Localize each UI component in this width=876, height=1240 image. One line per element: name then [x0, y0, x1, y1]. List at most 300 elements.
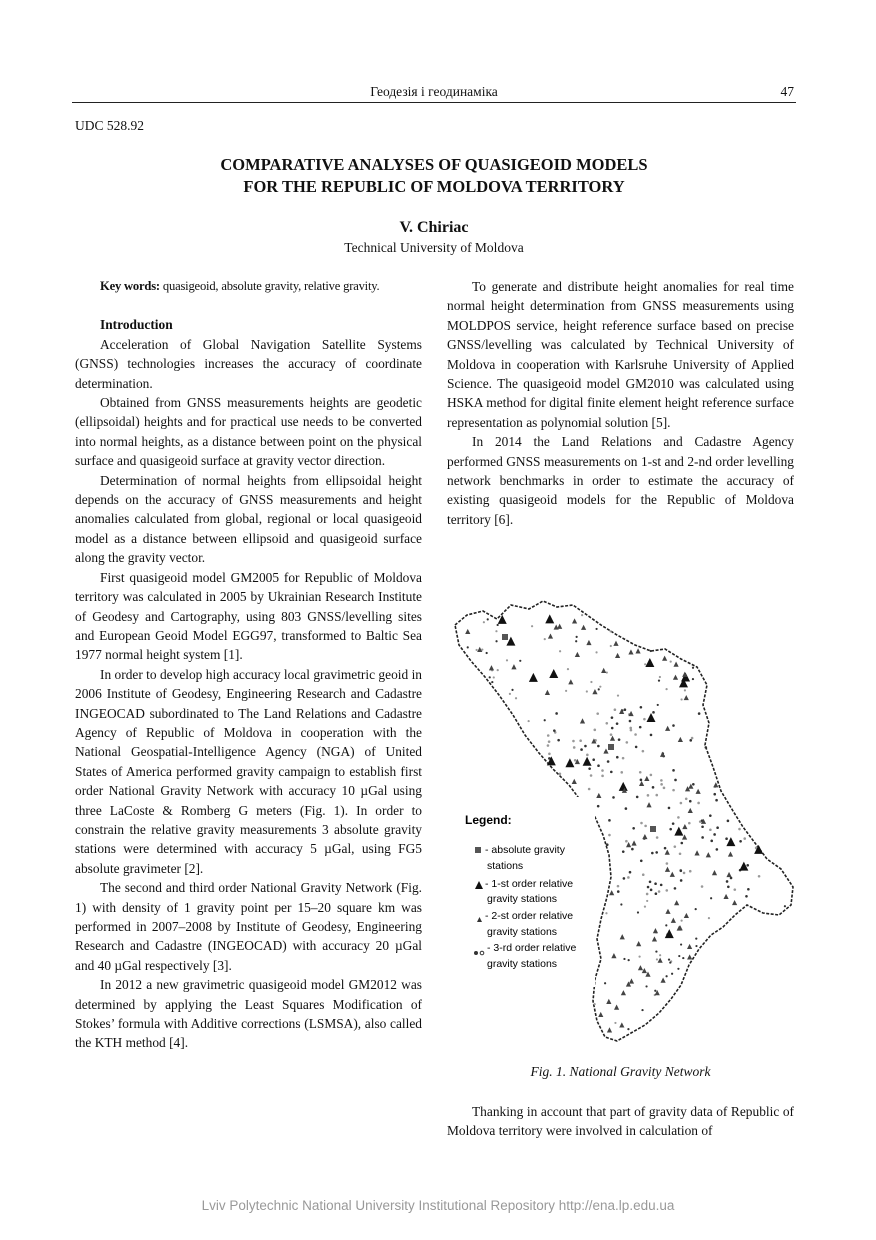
second-order-station-marker	[726, 872, 731, 877]
right-column	[447, 277, 794, 529]
absolute-station-marker	[502, 634, 508, 640]
first-order-station-marker	[646, 713, 655, 722]
station-dot	[483, 621, 485, 623]
legend-label: - 1-st order relative	[485, 878, 574, 890]
station-dot	[705, 746, 708, 749]
station-dot	[610, 630, 612, 632]
legend-title: Legend:	[465, 813, 512, 827]
station-dot	[645, 985, 647, 987]
station-dot	[665, 924, 667, 926]
station-dot	[680, 870, 683, 873]
legend-label: stations	[487, 860, 524, 872]
station-dot	[580, 748, 583, 751]
station-dot	[601, 775, 604, 778]
second-order-station-marker	[581, 625, 586, 630]
station-dot	[588, 788, 591, 791]
station-dot	[660, 783, 663, 786]
paragraph: In order to develop high accuracy local gravimetric geoid in 2006 Institute of Geodesy, Engineering Research and Cadastre INGEOCAD subordinated to The Land Relations and Cadastre Agency of Republic of Moldova in cooperation with the National Geospatial-Intelligence Agency (NGA) of United States of America performed gravity campaign to establish first order National Gravity Network with accuracy 10 µGal using three LaCoste & Romberg G meters (Fig. 1). In order to constrain the relative gravity measurements 3 absolute gravity stations were determined with accuracy 5 µGal, using FG5 absolute gravimeter [2].	[75, 666, 422, 876]
station-dot	[497, 624, 499, 626]
station-dot	[727, 886, 730, 889]
station-dot	[679, 852, 682, 855]
second-order-station-marker	[615, 653, 620, 658]
legend-square-icon	[475, 847, 481, 853]
station-dot	[614, 1022, 616, 1024]
station-dot	[681, 920, 683, 922]
second-order-station-marker	[613, 641, 618, 646]
station-dot	[497, 669, 499, 671]
station-dot	[658, 890, 661, 893]
first-order-station-marker	[665, 929, 674, 938]
station-dot	[684, 689, 686, 691]
second-order-station-marker	[629, 978, 634, 983]
second-order-station-marker	[606, 999, 611, 1004]
station-dot	[652, 711, 655, 714]
first-order-station-marker	[565, 758, 574, 767]
station-dot	[597, 805, 600, 808]
station-dot	[713, 793, 716, 796]
station-dot	[677, 968, 679, 970]
second-order-station-marker	[465, 629, 470, 634]
station-dot	[683, 872, 686, 875]
station-dot	[548, 740, 551, 743]
second-order-station-marker	[607, 1027, 612, 1032]
paragraph: The second and third order National Gravity Network (Fig. 1) with density of 1 gravity point per 15–20 square km was performed in 2007–2008 by Institute of Geodesy, Engineering Research and Cadastre (INGEOCAD) with accuracy 20 µGal and 40 µGal respectively [3].	[75, 880, 422, 973]
station-dot	[655, 851, 658, 854]
paragraph: Thanking in account that part of gravity data of Republic of Moldova territory were involved in calculation of	[447, 1104, 794, 1139]
station-dot	[605, 722, 608, 725]
second-order-station-marker	[684, 695, 689, 700]
station-dot	[593, 729, 596, 732]
station-dot	[701, 885, 704, 888]
station-dot	[701, 825, 704, 828]
station-dot	[573, 746, 576, 749]
second-order-station-marker	[646, 802, 651, 807]
station-dot	[650, 650, 652, 652]
station-dot	[631, 848, 634, 851]
first-order-station-marker	[645, 658, 654, 667]
station-dot	[622, 757, 625, 760]
station-dot	[642, 750, 645, 753]
second-order-station-marker	[674, 900, 679, 905]
station-dot	[624, 708, 627, 711]
station-dot	[680, 698, 682, 700]
second-order-station-marker	[660, 752, 665, 757]
station-dot	[668, 807, 671, 810]
second-order-station-marker	[568, 679, 573, 684]
station-dot	[608, 834, 611, 837]
paragraph: In 2014 the Land Relations and Cadastre Agency performed GNSS measurements on 1-st and 2-nd order levelling network benchmarks in order to estimate the accuracy of existing quasigeoid models for the Republic of Moldova territory [6].	[447, 434, 794, 527]
second-order-station-marker	[572, 618, 577, 623]
station-dot	[654, 990, 656, 992]
station-dot	[489, 676, 491, 678]
station-dot	[663, 787, 666, 790]
station-dot	[595, 651, 597, 653]
station-dot	[597, 764, 600, 767]
second-order-station-marker	[652, 936, 657, 941]
journal-title: Геодезія і геодинаміка	[370, 84, 498, 99]
second-order-station-marker	[644, 776, 649, 781]
station-dot	[635, 746, 638, 749]
second-order-station-marker	[598, 1012, 603, 1017]
first-order-station-marker	[547, 756, 556, 765]
station-dot	[692, 667, 694, 669]
station-dot	[629, 727, 632, 730]
station-dot	[709, 814, 712, 817]
station-dot	[688, 822, 691, 825]
first-order-station-marker	[529, 673, 538, 682]
station-dot	[655, 892, 658, 895]
station-dot	[733, 888, 736, 891]
keywords-text: quasigeoid, absolute gravity, relative gravity.	[159, 279, 380, 293]
station-dot	[758, 875, 761, 878]
station-dot	[666, 862, 669, 865]
second-order-station-marker	[658, 958, 663, 963]
figure-gravity-network-map	[445, 597, 800, 1052]
second-order-station-marker	[728, 851, 733, 856]
station-dot	[680, 802, 683, 805]
second-order-station-marker	[575, 652, 580, 657]
station-dot	[672, 822, 675, 825]
station-dot	[784, 905, 786, 907]
station-dot	[601, 769, 604, 772]
station-dot	[680, 879, 683, 882]
second-order-station-marker	[636, 941, 641, 946]
station-dot	[708, 917, 710, 919]
station-dot	[555, 712, 558, 715]
station-dot	[650, 889, 653, 892]
station-dot	[650, 734, 653, 737]
figure-caption: Fig. 1. National Gravity Network	[530, 1064, 711, 1079]
section-heading-introduction: Introduction	[100, 317, 173, 333]
udc-code: UDC 528.92	[75, 118, 145, 133]
legend-label: - absolute gravity	[485, 844, 565, 856]
station-dot	[559, 650, 561, 652]
station-dot	[689, 870, 692, 873]
station-dot	[515, 697, 517, 699]
station-dot	[691, 737, 694, 740]
author-name: V. Chiriac	[399, 219, 469, 236]
first-order-station-marker	[583, 757, 592, 766]
station-dot	[548, 752, 551, 755]
station-dot	[650, 774, 653, 777]
station-dot	[590, 774, 593, 777]
station-dot	[660, 884, 663, 887]
title-line-1: COMPARATIVE ANALYSES OF QUASIGEOID MODELS	[220, 155, 648, 174]
station-dot	[660, 779, 663, 782]
station-dot	[713, 833, 716, 836]
station-dot	[647, 794, 650, 797]
first-order-station-marker	[549, 669, 558, 678]
station-dot	[632, 827, 635, 830]
station-dot	[599, 686, 601, 688]
station-dot	[486, 652, 488, 654]
second-order-station-marker	[511, 664, 516, 669]
second-order-station-marker	[545, 690, 550, 695]
second-order-station-marker	[732, 900, 737, 905]
station-dot	[597, 745, 600, 748]
station-dot	[654, 882, 657, 885]
second-order-station-marker	[638, 965, 643, 970]
station-dot	[651, 852, 654, 855]
second-order-station-marker	[673, 662, 678, 667]
station-dot	[692, 678, 694, 680]
station-dot	[727, 820, 730, 823]
station-dot	[625, 807, 628, 810]
station-dot	[493, 676, 495, 678]
legend-label: - 3-rd order relative	[487, 942, 577, 954]
station-dot	[636, 796, 639, 799]
station-dot	[689, 739, 692, 742]
legend-label: gravity stations	[487, 893, 558, 905]
station-dot	[674, 887, 677, 890]
station-dot	[596, 712, 599, 715]
second-order-station-marker	[684, 913, 689, 918]
station-dot	[680, 842, 683, 845]
station-dot	[572, 740, 575, 743]
station-dot	[672, 724, 675, 727]
station-dot	[738, 828, 741, 831]
station-dot	[495, 640, 497, 642]
station-dot	[642, 873, 645, 876]
station-dot	[657, 704, 659, 706]
second-order-station-marker	[706, 852, 711, 857]
second-order-station-marker	[670, 872, 675, 877]
station-dot	[511, 689, 513, 691]
station-dot	[576, 636, 578, 638]
station-dot	[726, 880, 729, 883]
second-order-station-marker	[682, 672, 687, 677]
station-dot	[626, 741, 629, 744]
station-dot	[655, 794, 658, 797]
gravity-network-map-svg	[445, 597, 800, 1052]
second-order-station-marker	[601, 668, 606, 673]
station-dot	[617, 890, 620, 893]
station-dot	[623, 958, 625, 960]
station-dot	[665, 688, 667, 690]
station-dot	[746, 864, 749, 867]
legend-label: gravity stations	[487, 926, 558, 938]
absolute-station-marker	[650, 826, 656, 832]
station-dot	[659, 954, 661, 956]
second-order-station-marker	[489, 665, 494, 670]
paragraph: Determination of normal heights from ellipsoidal height depends on the accuracy of GNSS measurements and height anomalies calculated from global, regional or local quasigeoid model as a distance between ellipsoid and quasigeoid surface along the gravity vector.	[75, 472, 422, 566]
station-dot	[725, 837, 728, 840]
station-dot	[743, 837, 746, 840]
station-dot	[659, 676, 661, 678]
station-dot	[639, 726, 642, 729]
second-order-station-marker	[639, 781, 644, 786]
station-dot	[646, 893, 649, 896]
second-order-station-marker	[687, 944, 692, 949]
keywords-label: Key words:	[100, 279, 160, 293]
station-dot	[698, 712, 701, 715]
station-dot	[710, 840, 713, 843]
second-order-station-marker	[596, 793, 601, 798]
station-dot	[627, 1028, 629, 1030]
station-dot	[620, 771, 623, 774]
station-dot	[544, 638, 546, 640]
first-order-station-marker	[619, 782, 628, 791]
station-dot	[747, 888, 750, 891]
station-dot	[557, 739, 560, 742]
station-dot	[606, 843, 609, 846]
station-dot	[669, 961, 671, 963]
station-dot	[680, 943, 682, 945]
station-dot	[709, 828, 712, 831]
station-dot	[605, 912, 607, 914]
station-dot	[716, 826, 719, 829]
first-order-station-marker	[754, 845, 763, 854]
paragraph: To generate and distribute height anomalies for real time normal height determination from GNSS measurements using MOLDPOS service, height reference surface based on precise GNSS/levelling was calculated by Technical University of Moldova in cooperation with Karlsruhe University of Applied Science. The quasigeoid model GM2010 was calculated using HSKA method for digital finite element height reference surface representation as polynomial solution [5].	[447, 279, 794, 430]
station-dot	[656, 836, 659, 839]
station-dot	[697, 802, 700, 805]
station-dot	[620, 903, 622, 905]
second-order-station-marker	[678, 737, 683, 742]
second-order-station-marker	[557, 624, 562, 629]
second-order-station-marker	[592, 689, 597, 694]
second-order-station-marker	[665, 867, 670, 872]
station-dot	[567, 668, 569, 670]
station-dot	[610, 645, 612, 647]
second-order-station-marker	[610, 736, 615, 741]
second-order-station-marker	[572, 779, 577, 784]
station-dot	[610, 733, 613, 736]
station-dot	[628, 959, 630, 961]
second-order-station-marker	[620, 934, 625, 939]
station-dot	[669, 828, 672, 831]
station-dot	[528, 720, 530, 722]
station-dot	[674, 779, 677, 782]
station-dot	[607, 760, 610, 763]
station-dot	[610, 771, 613, 774]
station-dot	[547, 744, 550, 747]
station-dot	[594, 1003, 596, 1005]
station-dot	[519, 660, 521, 662]
second-order-station-marker	[609, 890, 614, 895]
station-dot	[586, 754, 589, 757]
absolute-station-marker	[608, 744, 614, 750]
second-order-station-marker	[682, 824, 687, 829]
station-dot	[559, 772, 562, 775]
station-dot	[611, 727, 614, 730]
second-order-station-marker	[621, 990, 626, 995]
left-column	[75, 277, 422, 1053]
second-order-station-marker	[642, 968, 647, 973]
second-order-station-marker	[696, 789, 701, 794]
station-dot	[467, 646, 469, 648]
station-dot	[745, 895, 748, 898]
station-dot	[672, 789, 675, 792]
station-dot	[575, 640, 577, 642]
station-dot	[491, 681, 493, 683]
second-order-station-marker	[614, 1004, 619, 1009]
station-dot	[716, 848, 719, 851]
paragraph: In 2012 a new gravimetric quasigeoid model GM2012 was determined by applying the Least Squares Modification of Stokes’ formula with Additive corrections (LSMSA), also called the KTH method [4].	[75, 977, 422, 1051]
station-dot	[581, 614, 583, 616]
station-dot	[640, 860, 643, 863]
second-order-station-marker	[635, 648, 640, 653]
station-dot	[682, 957, 684, 959]
station-dot	[695, 938, 697, 940]
station-dot	[656, 958, 658, 960]
station-dot	[616, 756, 619, 759]
station-dot	[677, 816, 680, 819]
station-dot	[611, 716, 614, 719]
station-dot	[649, 880, 652, 883]
paragraph: Acceleration of Global Navigation Satellite Systems (GNSS) technologies increases the accuracy of coordinate determination.	[75, 336, 422, 391]
second-order-station-marker	[580, 718, 585, 723]
station-dot	[616, 722, 619, 725]
station-dot	[623, 877, 626, 880]
station-dot	[531, 625, 533, 627]
station-dot	[608, 819, 611, 822]
second-order-station-marker	[611, 953, 616, 958]
station-dot	[739, 840, 742, 843]
station-dot	[664, 847, 667, 850]
station-dot	[671, 973, 673, 975]
station-dot	[646, 900, 648, 902]
station-dot	[612, 796, 615, 799]
station-dot	[652, 786, 655, 789]
station-dot	[590, 681, 592, 683]
station-dot	[655, 950, 657, 952]
second-order-station-marker	[665, 850, 670, 855]
first-order-station-marker	[674, 827, 683, 836]
second-order-station-marker	[631, 840, 636, 845]
station-dot	[640, 779, 643, 782]
station-dot	[644, 906, 646, 908]
station-dot	[495, 630, 497, 632]
station-dot	[701, 836, 704, 839]
second-order-station-marker	[687, 954, 692, 959]
station-dot	[641, 1009, 643, 1011]
station-dot	[637, 911, 639, 913]
station-dot	[644, 663, 646, 665]
station-dot	[592, 758, 595, 761]
station-dot	[647, 886, 650, 889]
station-dot	[672, 769, 675, 772]
station-dot	[692, 783, 695, 786]
station-dot	[579, 739, 582, 742]
second-order-station-marker	[619, 1022, 624, 1027]
station-dot	[618, 738, 621, 741]
second-order-station-marker	[660, 978, 665, 983]
station-dot	[638, 956, 640, 958]
station-dot	[553, 729, 556, 732]
station-dot	[617, 885, 620, 888]
station-dot	[476, 649, 478, 651]
second-order-station-marker	[548, 633, 553, 638]
second-order-station-marker	[665, 726, 670, 731]
station-dot	[665, 889, 668, 892]
station-dot	[639, 771, 642, 774]
right-column-continued	[447, 1102, 794, 1141]
station-dot	[715, 799, 718, 802]
station-dot	[634, 733, 637, 736]
legend-dot-icon	[474, 951, 478, 955]
paragraph: First quasigeoid model GM2005 for Republic of Moldova territory was calculated in 2005 by Ukrainian Research Institute of Geodesy and Cartography, using 803 GNSS/levelling sites and European Geoid Model EGG97, transformed to Baltic Sea 1977 normal height system [1].	[75, 569, 422, 663]
station-dot	[595, 628, 597, 630]
station-dot	[689, 800, 692, 803]
second-order-station-marker	[603, 748, 608, 753]
second-order-station-marker	[626, 842, 631, 847]
station-dot	[644, 825, 647, 828]
second-order-station-marker	[671, 918, 676, 923]
paragraph: Obtained from GNSS measurements heights are geodetic (ellipsoidal) heights and for practical use needs to be converted into normal heights, as a distance between point on the physical surface and quasigeoid surface at gravity vector direction.	[75, 395, 422, 469]
station-dot	[640, 706, 643, 709]
paper-title	[72, 154, 796, 198]
station-dot	[487, 618, 489, 620]
